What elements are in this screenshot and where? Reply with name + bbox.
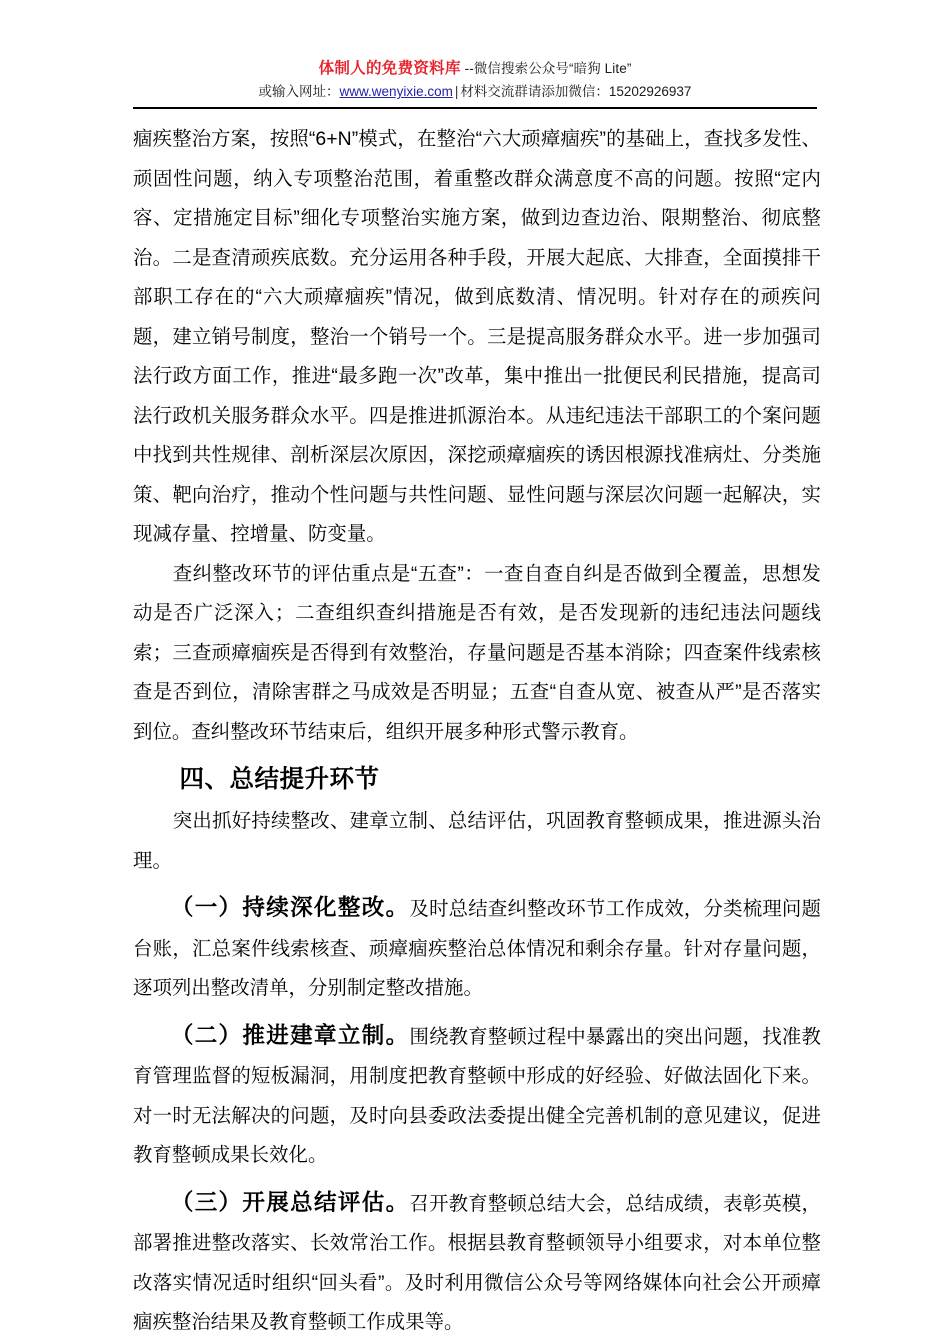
subsection-two-title: （二）推进建章立制。 <box>170 1022 410 1048</box>
document-body <box>133 120 821 1343</box>
section-heading-four: 四、总结提升环节 <box>179 766 380 793</box>
document-header-watermark <box>133 58 817 102</box>
spacer <box>133 1176 821 1180</box>
header-divider-rule <box>133 107 817 109</box>
spacer <box>133 1009 821 1013</box>
subsection-three-text: 召开教育整顿总结大会，总结成绩，表彰英模，部署推进整改落实、长效常治工作。根据县教育整顿领导小组要求，对本单位整改落实情况适时组织“回头看”。及时利用微信公众号等网络媒体向社会公开顽瘴痼疾整治结果及教育整顿工作成果等。 <box>133 1192 821 1333</box>
header-line-brand <box>133 58 817 80</box>
paragraph-section-intro: 突出抓好持续整改、建章立制、总结评估，巩固教育整顿成果，推进源头治理。 <box>133 810 821 872</box>
subsection-two-text: 围绕教育整顿过程中暴露出的突出问题，找准教育管理监督的短板漏洞，用制度把教育整顿中形成的好经验、好做法固化下来。对一时无法解决的问题，及时向县委政法委提出健全完善机制的意见建议，促进教育整顿成果长效化。 <box>133 1025 821 1166</box>
paragraph-five-checks: 查纠整改环节的评估重点是“五查”：一查自查自纠是否做到全覆盖，思想发动是否广泛深入；二查组织查纠措施是否有效，是否发现新的违纪违法问题线索；三查顽瘴痼疾是否得到有效整治，存量问题是否基本消除；四查案件线索核查是否到位，清除害群之马成效是否明显；五查“自查从宽、被查从严”是否落实到位。查纠整改环节结束后，组织开展多种形式警示教育。 <box>133 562 821 743</box>
header-brand-suffix: --微信搜索公众号“暗狗 Lite” <box>460 61 632 76</box>
header-separator: | <box>454 84 459 100</box>
header-website-link[interactable]: www.wenyixie.com <box>339 84 453 100</box>
header-url-prefix: 或输入网址： <box>258 84 340 100</box>
paragraph-continuation-measures: 痼疾整治方案，按照“6+N”模式，在整治“六大顽瘴痼疾”的基础上，查找多发性、顽固性问题，纳入专项整治范围，着重整改群众满意度不高的问题。按照“定内容、定措施定目标”细化专项整治实施方案，做到边查边治、限期整治、彻底整治。二是查清顽疾底数。充分运用各种手段，开展大起底、大排查，全面摸排干部职工存在的“六大顽瘴痼疾”情况，做到底数清、情况明。针对存在的顽疾问题，建立销号制度，整治一个销号一个。三是提高服务群众水平。进一步加强司法行政方面工作，推进“最多跑一次”改革，集中推出一批便民利民措施，提高司法行政机关服务群众水平。四是推进抓源治本。从违纪违法干部职工的个案问题中找到共性规律、剖析深层次原因，深挖顽瘴痼疾的诱因根源找准病灶、分类施策、靶向治疗，推动个性问题与共性问题、显性问题与深层次问题一起解决，实现减存量、控增量、防变量。 <box>133 128 821 545</box>
subsection-one-text: 及时总结查纠整改环节工作成效，分类梳理问题台账，汇总案件线索核查、顽瘴痼疾整治总体情况和剩余存量。针对存量问题，逐项列出整改清单，分别制定整改措施。 <box>133 898 821 999</box>
subsection-three <box>133 1183 821 1343</box>
subsection-two <box>133 1016 821 1176</box>
spacer <box>133 881 821 885</box>
subsection-one-title: （一）持续深化整改。 <box>170 895 410 920</box>
subsection-one <box>133 888 821 1009</box>
header-brand-text: 体制人的免费资料库 <box>318 60 461 77</box>
subsection-three-title: （三）开展总结评估。 <box>170 1189 410 1215</box>
header-wechat-group-text: 材料交流群请添加微信：15202926937 <box>460 84 692 100</box>
header-line-contact <box>133 82 817 102</box>
